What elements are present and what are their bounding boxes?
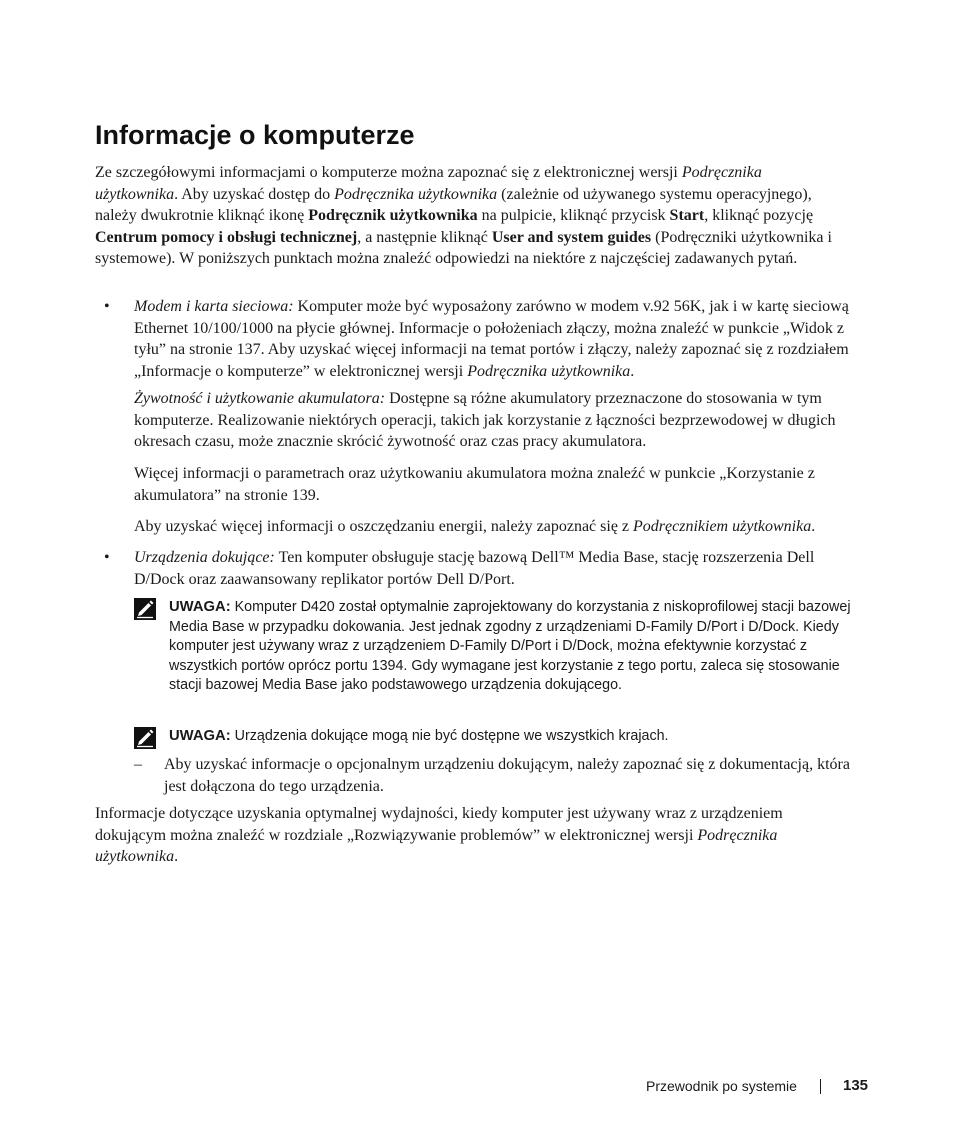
note-1-body: Komputer D420 został optymalnie zaprojektowany do korzystania z niskoprofilowej stacji bazowej Media Base w przypadku dokowania. Jest jednak zgodny z urządzeniami D-Family D/Port i D/Dock. Kiedy komputer jest używany wraz z urządzeniem D-Family D/Port i D/Dock, można efektywnie korzystać z wszystkich portów oprócz portu 1394. Gdy wymagane jest korzystanie z tego portu, zaleca się stosowanie stacji bazowej Media Base jako podstawowego urządzenia dokującego. [169, 599, 851, 694]
power-italic: Podręcznikiem użytkownika [633, 518, 812, 535]
closing-paragraph [95, 803, 840, 868]
intro-bold-icon-name: Podręcznik użytkownika [308, 207, 478, 224]
note-box-2 [134, 727, 859, 751]
battery-more-paragraph: Więcej informacji o parametrach oraz użytkowaniu akumulatora można znaleźć w punkcie „Korzystanie z akumulatora” na stronie 139. [134, 465, 815, 504]
bullet-modem-label: Modem i karta sieciowa: [134, 298, 294, 315]
intro-paragraph [95, 162, 840, 270]
intro-text-1: Ze szczegółowymi informacjami o komputerze można zapoznać się z elektronicznej wersji [95, 164, 682, 181]
note-pencil-icon [134, 727, 156, 749]
intro-text-5: , kliknąć pozycję [704, 207, 814, 224]
intro-text-4: na pulpicie, kliknąć przycisk [477, 207, 670, 224]
power-end: . [811, 518, 816, 535]
footer-title: Przewodnik po systemie [646, 1078, 797, 1094]
intro-italic-2: Podręcznika użytkownika [334, 185, 498, 203]
power-paragraph [134, 516, 859, 538]
dash-item-text: Aby uzyskać informacje o opcjonalnym urządzeniu dokującym, należy zapoznać się z dokumentacją, która jest dołączona do tego urządzenia. [164, 756, 850, 795]
bullet-modem-network [134, 296, 859, 382]
dash-marker: – [134, 756, 142, 773]
battery-label: Żywotność i użytkowanie akumulatora: [134, 390, 386, 407]
bullet-marker: • [104, 549, 110, 566]
intro-text-7: (Podręczniki użytkownika i systemowe). W poniższych punktach można znaleźć odpowiedzi na niektóre z najczęściej zadawanych pytań. [95, 228, 832, 267]
note-1-text [169, 598, 859, 696]
page-number: 135 [843, 1077, 869, 1094]
note-2-text [169, 727, 859, 747]
bullet-modem-italic: Podręcznika użytkownika [467, 362, 631, 380]
power-text: Aby uzyskać więcej informacji o oszczędzaniu energii, należy zapoznać się z [134, 518, 634, 535]
bullet-marker: • [104, 298, 110, 315]
intro-text-3: (zależnie od używanego systemu operacyjnego), należy dwukrotnie kliknąć ikonę [95, 185, 812, 224]
closing-text: Informacje dotyczące uzyskania optymalnej wydajności, kiedy komputer jest używany wraz z urządzeniem dokującym można znaleźć w rozdziale „Rozwiązywanie problemów” w elektronicznej wersji [95, 805, 783, 844]
intro-italic-1: Podręcznika użytkownika [95, 164, 762, 203]
bullet-modem-end: . [630, 362, 635, 380]
battery-paragraph [134, 388, 859, 453]
note-2-body: Urządzenia dokujące mogą nie być dostępne we wszystkich krajach. [230, 728, 669, 744]
footer-divider [820, 1079, 821, 1094]
bullet-docking [134, 547, 859, 590]
intro-text-2: . Aby uzyskać dostęp do [174, 185, 335, 203]
closing-italic: Podręcznika użytkownika [95, 826, 778, 865]
note-pencil-icon [134, 598, 156, 620]
note-box-1 [134, 598, 859, 718]
bullet-docking-label: Urządzenia dokujące: [134, 549, 275, 566]
note-2-label: UWAGA: [169, 728, 231, 744]
bullet-docking-text: Ten komputer obsługuje stację bazową Dell™ Media Base, stację rozszerzenia Dell D/Dock oraz zaawansowany replikator portów Dell D/Port. [134, 549, 815, 588]
intro-bold-help-center: Centrum pomocy i obsługi technicznej [95, 228, 358, 246]
closing-end: . [174, 848, 179, 865]
page-title: Informacje o komputerze [95, 120, 415, 150]
note-1-label: UWAGA: [169, 599, 231, 615]
intro-bold-guides: User and system guides [491, 228, 652, 246]
battery-text: Dostępne są różne akumulatory przeznaczone do stosowania w tym komputerze. Realizowanie niektórych operacji, takich jak korzystanie z łączności bezprzewodowej w długich okresach czasu, może znacznie skrócić żywotność oraz czas pracy akumulatora. [134, 390, 836, 450]
intro-text-6: , a następnie kliknąć [357, 228, 492, 246]
bullet-modem-text: Komputer może być wyposażony zarówno w modem v.92 56K, jak i w kartę sieciową Ethernet 10/100/1000 na płycie głównej. Informacje o położeniach złączy, można znaleźć w punkcie „Widok z tyłu” na stronie 137. Aby uzyskać więcej informacji na temat portów i złączy, należy zapoznać się z rozdziałem „Informacje o komputerze” w elektronicznej wersji [134, 298, 849, 380]
intro-bold-start: Start [669, 207, 705, 224]
